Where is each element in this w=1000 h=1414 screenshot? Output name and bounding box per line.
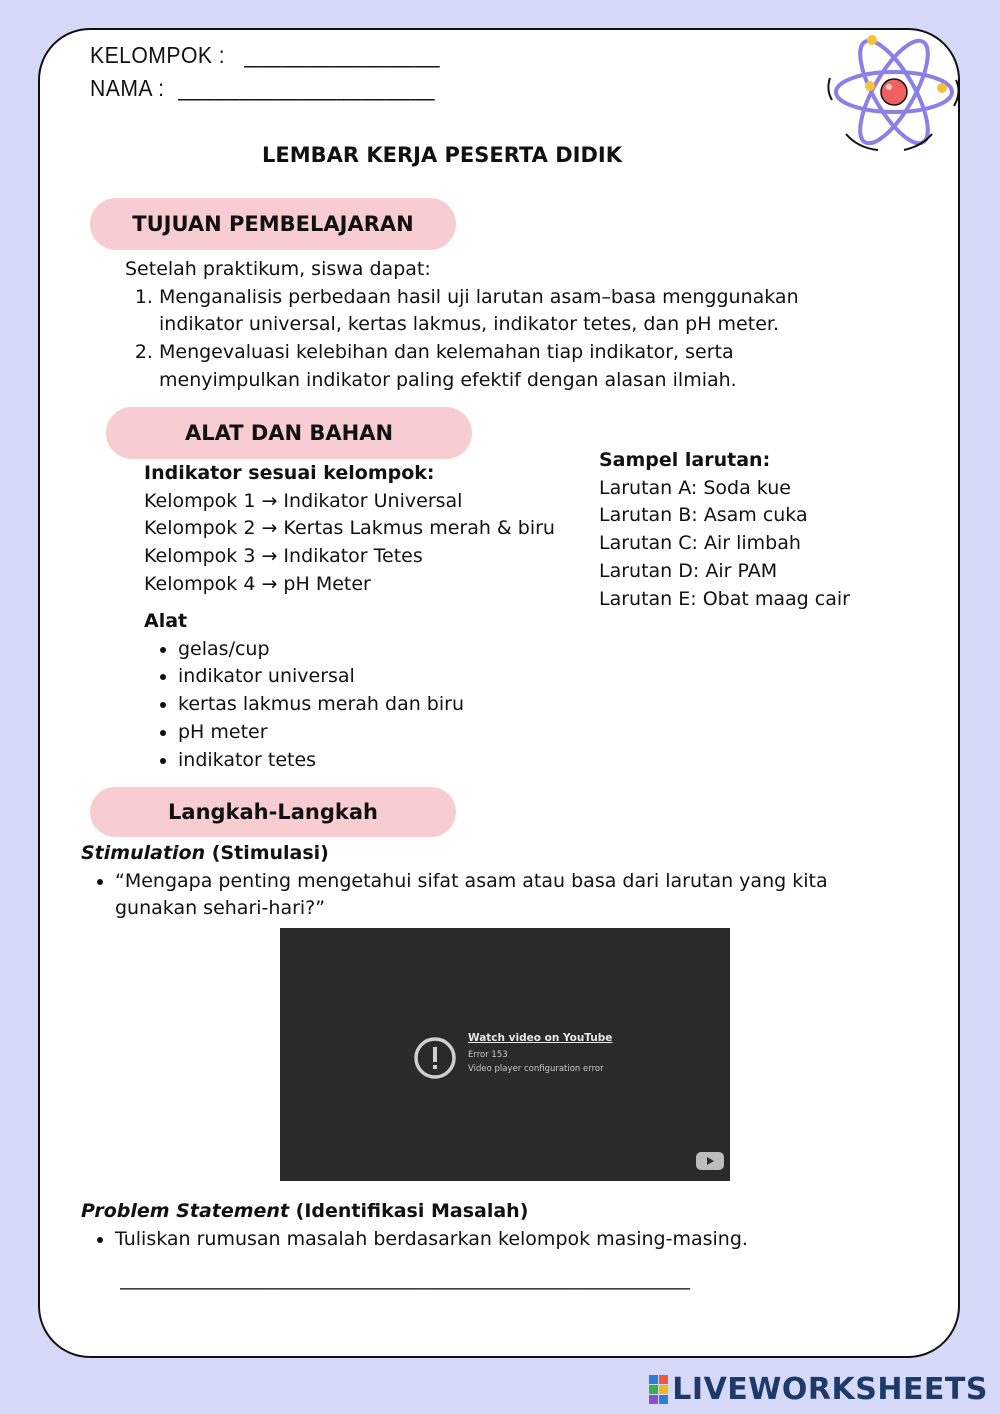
alat-heading: Alat [144,610,188,632]
youtube-logo-icon[interactable] [695,1151,725,1171]
alat-list [144,636,584,775]
indikator-item: Kelompok 1 → Indikator Universal [144,489,463,512]
error-icon [413,1036,457,1080]
answer-blank[interactable]: ____________________________________________________________ [120,1268,690,1290]
brand-text: LIVEWORKSHEETS [672,1372,988,1407]
indikator-item: Kelompok 4 → pH Meter [144,572,371,595]
error-code: Error 153 [468,1050,508,1060]
tujuan-list [125,284,865,395]
tujuan-intro: Setelah praktikum, siswa dapat: [125,258,431,280]
tujuan-item: 1. Menganalisis perbedaan hasil uji larutan asam–basa menggunakan indikator universal, kertas lakmus, indikator tetes, dan pH meter. [159,284,865,339]
stimulation-list [81,868,881,923]
sampel-section [599,447,929,613]
sampel-item: Larutan C: Air limbah [599,532,801,555]
atom-icon [822,30,962,158]
sampel-item: Larutan B: Asam cuka [599,504,808,527]
alat-item: • gelas/cup [178,636,584,664]
stimulation-heading [81,840,881,868]
tujuan-heading: TUJUAN PEMBELAJARAN [90,198,456,250]
brand-mark-icon [649,1375,668,1404]
group-label: KELOMPOK : [90,42,226,68]
video-embed[interactable] [280,928,730,1181]
sampel-heading: Sampel larutan: [599,449,771,471]
indikator-section [144,460,584,599]
group-line [90,42,440,69]
alat-item: • kertas lakmus merah dan biru [178,691,584,719]
problem-list [81,1226,881,1254]
stimulation-rest: (Stimulasi) [205,842,329,864]
liveworksheets-logo [649,1372,988,1407]
stimulation-section [81,840,881,923]
problem-item: • Tuliskan rumusan masalah berdasarkan kelompok masing-masing. [115,1226,881,1254]
sampel-item: Larutan E: Obat maag cair [599,587,850,610]
tujuan-item: 2. Mengevaluasi kelebihan dan kelemahan tiap indikator, serta menyimpulkan indikator paling efektif dengan alasan ilmiah. [159,339,865,394]
alat-bahan-heading: ALAT DAN BAHAN [106,407,472,459]
sampel-item: Larutan A: Soda kue [599,476,791,499]
name-blank[interactable]: _____________________ [178,75,435,101]
page-title: LEMBAR KERJA PESERTA DIDIK [262,143,622,167]
problem-section [81,1198,881,1253]
name-line [90,75,435,102]
name-label: NAMA : [90,75,165,101]
alat-item: • indikator universal [178,663,584,691]
indikator-heading: Indikator sesuai kelompok: [144,462,435,484]
error-message: Video player configuration error [468,1064,604,1074]
alat-item: • pH meter [178,719,584,747]
stimulation-question: • “Mengapa penting mengetahui sifat asam atau basa dari larutan yang kita gunakan sehari-hari?” [115,868,881,923]
problem-italic: Problem Statement [81,1200,290,1222]
tujuan-section [125,256,865,395]
problem-rest: (Identifikasi Masalah) [289,1200,529,1222]
problem-heading [81,1198,881,1226]
video-error-text [468,1032,718,1076]
langkah-heading: Langkah-Langkah [90,787,456,837]
indikator-item: Kelompok 3 → Indikator Tetes [144,545,423,568]
indikator-item: Kelompok 2 → Kertas Lakmus merah & biru [144,517,555,540]
watch-on-youtube-link[interactable]: Watch video on YouTube [468,1032,613,1044]
alat-item: • indikator tetes [178,747,584,775]
sampel-item: Larutan D: Air PAM [599,559,778,582]
alat-section [144,608,584,774]
group-blank[interactable]: ________________ [244,42,441,68]
stimulation-italic: Stimulation [81,842,206,864]
